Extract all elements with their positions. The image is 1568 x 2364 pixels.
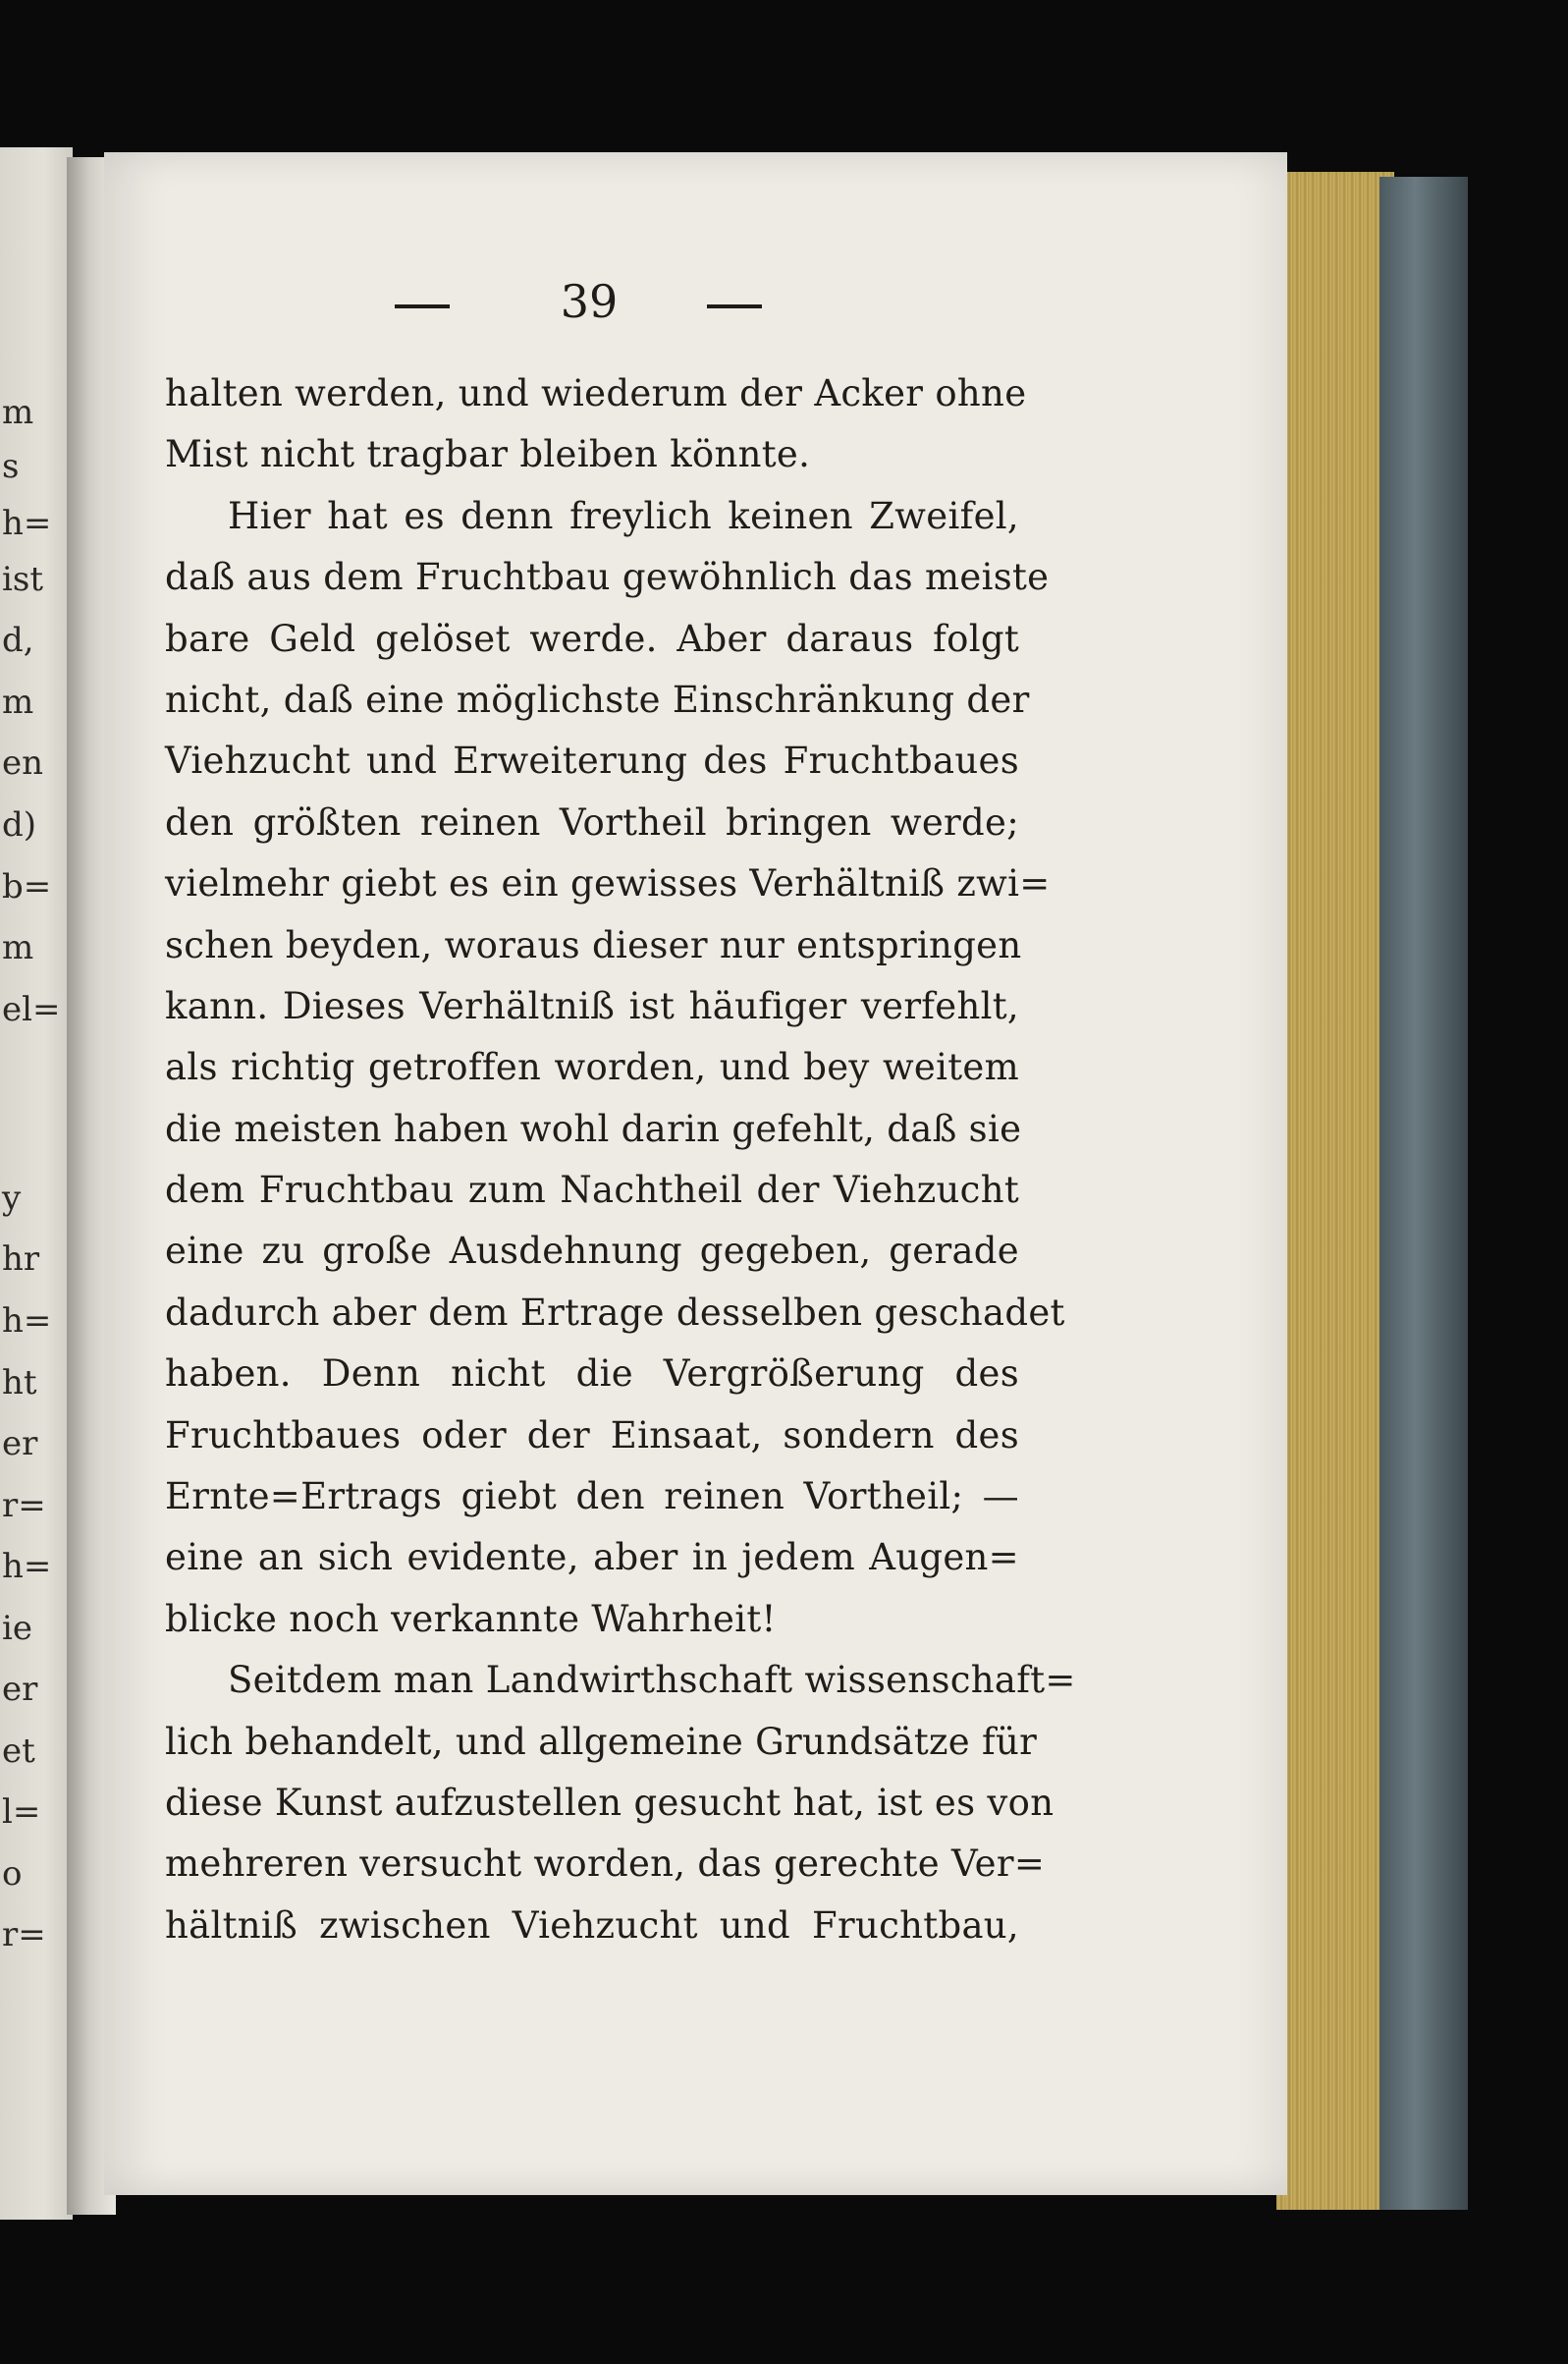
text-line: eine an sich evidente, aber in jedem Augen= <box>165 1536 1019 1579</box>
left-page-fragment: s <box>2 447 20 486</box>
left-page-fragment: h= <box>2 1547 52 1586</box>
left-page-fragment: h= <box>2 1301 52 1341</box>
text-line: Ernte=Ertrags giebt den reinen Vortheil; — <box>165 1475 1019 1518</box>
text-line: Hier hat es denn freylich keinen Zweifel, <box>228 494 1019 537</box>
left-page-fragment: m <box>2 683 34 722</box>
text-line: haben. Denn nicht die Vergrößerung des <box>165 1352 1019 1396</box>
text-line: nicht, daß eine möglichste Einschränkung der <box>165 678 1030 721</box>
left-page-fragment: l= <box>2 1792 41 1832</box>
left-page-fragment: r= <box>2 1915 46 1954</box>
left-page-fragment: m <box>2 393 34 432</box>
text-line: mehreren versucht worden, das gerechte Ver= <box>165 1842 1046 1886</box>
text-line: Fruchtbaues oder der Einsaat, sondern des <box>165 1413 1019 1457</box>
left-page-fragment: ht <box>2 1363 37 1402</box>
page-number: 39 <box>560 275 619 328</box>
text-line: den größten reinen Vortheil bringen werde; <box>165 800 1019 844</box>
text-line: halten werden, und wiederum der Acker ohne <box>165 372 1027 414</box>
left-page-fragment: b= <box>2 867 52 907</box>
text-line: vielmehr giebt es ein gewisses Verhältniß zwi= <box>165 862 1051 906</box>
page-header <box>383 275 795 344</box>
left-page-fragment: ie <box>2 1609 32 1648</box>
text-line: daß aus dem Fruchtbau gewöhnlich das meiste <box>165 556 1050 599</box>
text-line: Seitdem man Landwirthschaft wissenschaft= <box>228 1659 1076 1702</box>
text-line: lich behandelt, und allgemeine Grundsätze für <box>165 1720 1038 1763</box>
left-page-fragment: r= <box>2 1486 46 1525</box>
left-page-fragment: et <box>2 1732 35 1771</box>
left-page-fragment: er <box>2 1424 38 1463</box>
text-line: blicke noch verkannte Wahrheit! <box>165 1597 777 1640</box>
left-facing-page <box>0 147 73 2220</box>
text-line: Viehzucht und Erweiterung des Fruchtbaues <box>165 740 1019 783</box>
left-page-fragment: en <box>2 743 44 783</box>
text-line: hältniß zwischen Viehzucht und Fruchtbau, <box>165 1903 1019 1947</box>
gilded-fore-edge <box>1276 172 1394 2210</box>
left-page-fragment: d) <box>2 805 37 845</box>
left-page-fragment: ist <box>2 560 43 599</box>
text-line: schen beyden, woraus dieser nur entspringen <box>165 923 1022 966</box>
left-page-fragment: y <box>2 1179 22 1218</box>
text-line: Mist nicht tragbar bleiben könnte. <box>165 433 811 476</box>
header-dash-left <box>395 304 450 308</box>
page-body-text <box>165 363 1076 1956</box>
text-line: eine zu große Ausdehnung gegeben, gerade <box>165 1230 1019 1273</box>
text-line: dem Fruchtbau zum Nachtheil der Viehzucht <box>165 1169 1019 1212</box>
left-page-fragment: el= <box>2 990 61 1029</box>
book-cover-board <box>1379 177 1468 2210</box>
left-page-fragment: h= <box>2 504 52 543</box>
text-line: dadurch aber dem Ertrage desselben geschadet <box>165 1291 1065 1334</box>
text-line: die meisten haben wohl darin gefehlt, daß sie <box>165 1107 1022 1150</box>
text-line: kann. Dieses Verhältniß ist häufiger verfehlt, <box>165 984 1019 1027</box>
left-page-fragment: er <box>2 1670 38 1709</box>
text-line: bare Geld gelöset werde. Aber daraus folgt <box>165 617 1019 660</box>
left-page-fragment: d, <box>2 621 34 660</box>
text-line: als richtig getroffen worden, und bey weitem <box>165 1046 1019 1089</box>
header-dash-right <box>707 304 762 308</box>
left-page-fragment: m <box>2 928 34 967</box>
left-page-fragment: o <box>2 1854 23 1894</box>
text-line: diese Kunst aufzustellen gesucht hat, ist es von <box>165 1781 1054 1824</box>
left-page-fragment: hr <box>2 1239 40 1279</box>
